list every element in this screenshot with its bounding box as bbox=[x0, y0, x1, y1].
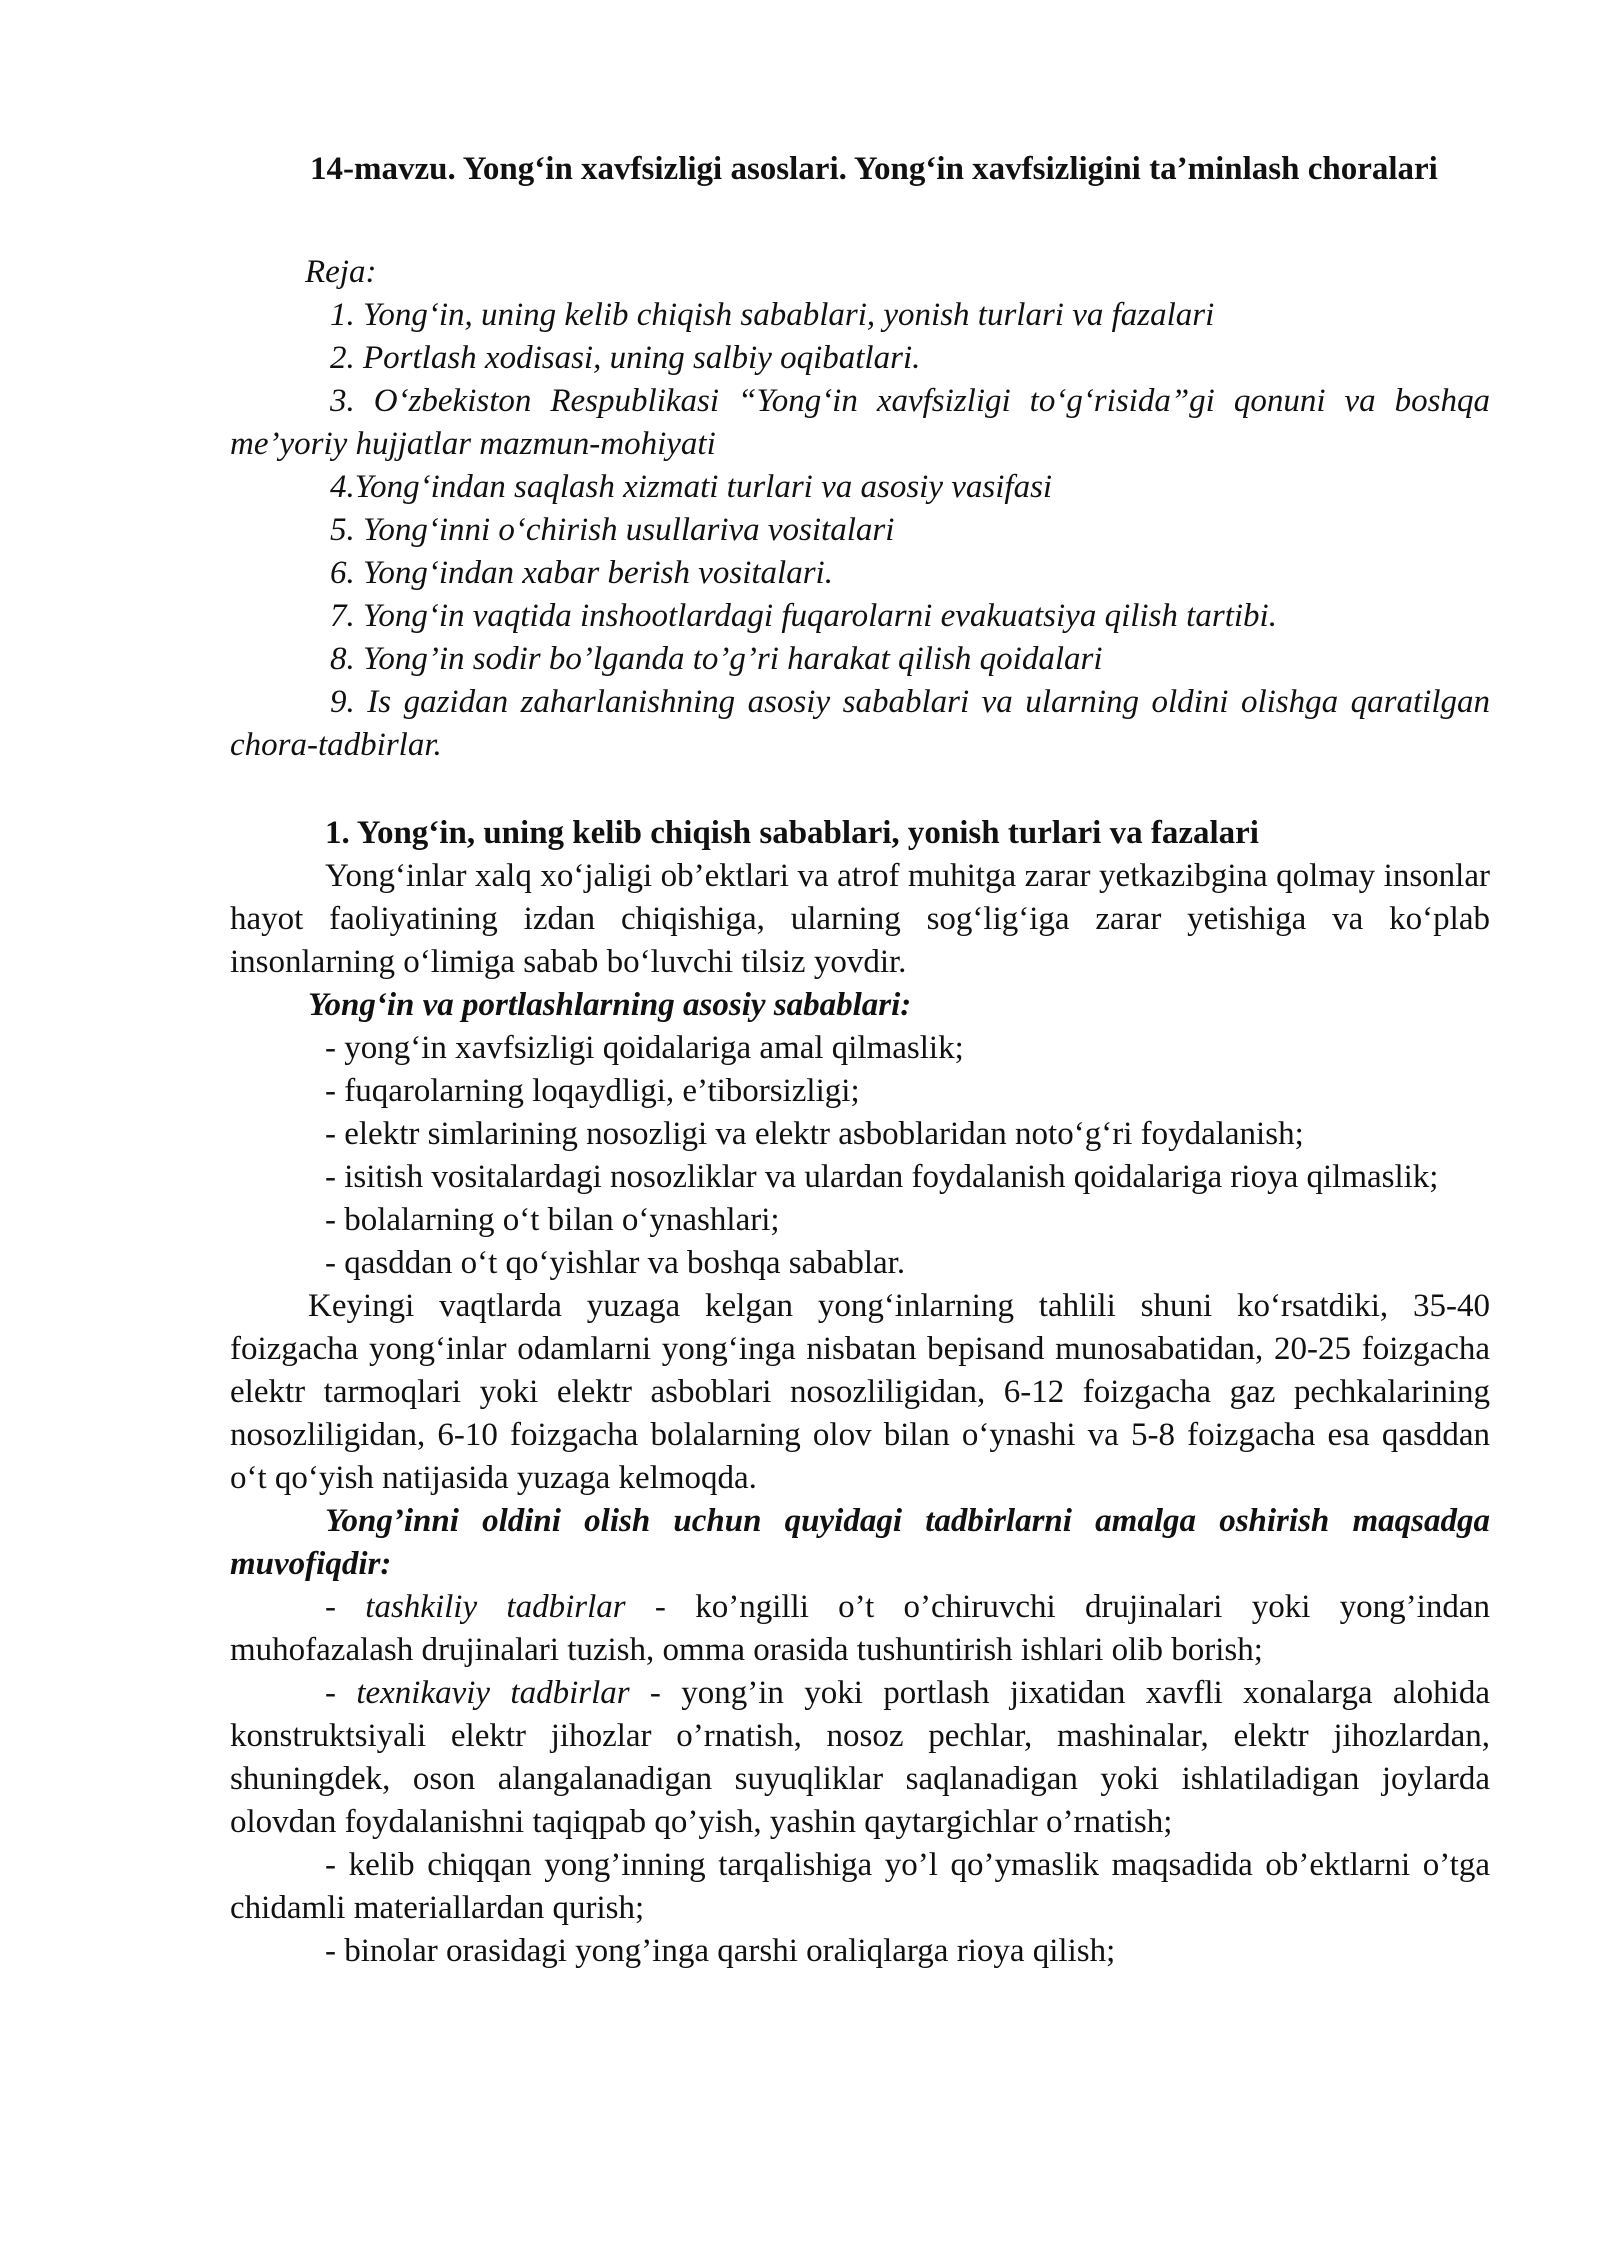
causes-heading: Yong‘in va portlashlarning asosiy sabablari: bbox=[308, 987, 912, 1023]
plan-label: Reja: bbox=[305, 254, 377, 290]
plan-item: 9. Is gazidan zaharlanishning asosiy sabablari va ularning oldini olishga qaratilgan chora-tadbirlar. bbox=[230, 684, 1490, 763]
plan-item: 1. Yong‘in, uning kelib chiqish sabablari, yonish turlari va fazalari bbox=[330, 297, 1215, 333]
plan-item: 3. O‘zbekiston Respublikasi “Yong‘in xavfsizligi to‘g‘risida”gi qonuni va boshqa me’yoriy hujjatlar mazmun-mohiyati bbox=[230, 383, 1490, 462]
measure-paragraph: - texnikaviy tadbirlar - yong’in yoki portlash jixatidan xavfli xonalarga alohida konstruktsiyali elektr jihozlar o’rnatish, nosoz pechlar, mashinalar, elektr jihozlardan, shuningdek, oson alangalanadigan suyuqliklar saqlanadigan yoki ishlatiladigan joylarda olovdan foydalanishni taqiqpab qo’yish, yashin qaytargichlar o’rnatish; bbox=[230, 1675, 1490, 1840]
document-page bbox=[230, 148, 1490, 1973]
plan-item: 6. Yong‘indan xabar berish vositalari. bbox=[330, 555, 833, 591]
intro-paragraph: Yong‘inlar xalq xo‘jaligi ob’ektlari va atrof muhitga zarar yetkazibgina qolmay insonlar hayot faoliyatining izdan chiqishiga, ularning sog‘lig‘iga zarar yetishiga va ko‘plab insonlarning o‘limiga sabab bo‘luvchi tilsiz yovdir. bbox=[230, 858, 1490, 980]
measure-paragraph: - kelib chiqqan yong’inning tarqalishiga yo’l qo’ymaslik maqsadida ob’ektlarni o’tga chidamli materiallardan qurish; bbox=[230, 1847, 1490, 1926]
cause-item: - qasddan o‘t qo‘yishlar va boshqa sabablar. bbox=[325, 1245, 906, 1281]
cause-item: - bolalarning o‘t bilan o‘ynashlari; bbox=[325, 1202, 780, 1238]
plan-item: 5. Yong‘inni o‘chirish usullariva vositalari bbox=[330, 512, 895, 548]
measure-paragraph: - binolar orasidagi yong’inga qarshi oraliqlarga rioya qilish; bbox=[325, 1933, 1116, 1969]
page-title: 14-mavzu. Yong‘in xavfsizligi asoslari. Yong‘in xavfsizligini ta’minlash choralari bbox=[310, 151, 1438, 187]
stats-paragraph: Keyingi vaqtlarda yuzaga kelgan yong‘inlarning tahlili shuni ko‘rsatdiki, 35-40 foizgacha yong‘inlar odamlarni yong‘inga nisbatan bepisand munosabatidan, 20-25 foizgacha elektr tarmoqlari yoki elektr asboblari nosozliligidan, 6-12 foizgacha gaz pechkalarining nosozliligidan, 6-10 foizgacha bolalarning olov bilan o‘ynashi va 5-8 foizgacha esa qasddan o‘t qo‘yish natijasida yuzaga kelmoqda. bbox=[230, 1288, 1490, 1496]
plan-item: 2. Portlash xodisasi, uning salbiy oqibatlari. bbox=[330, 340, 921, 376]
plan-list bbox=[230, 294, 1490, 767]
cause-item: - isitish vositalardagi nosozliklar va ulardan foydalanish qoidalariga rioya qilmaslik; bbox=[325, 1159, 1439, 1195]
measure-text: - yong’in yoki portlash jixatidan xavfli xonalarga alohida konstruktsiyali elektr jihozlar o’rnatish, nosoz pechlar, mashinalar, elektr jihozlardan, shuningdek, oson alangalanadigan suyuqliklar saqlanadigan yoki ishlatiladigan joylarda olovdan foydalanishni taqiqpab qo’yish, yashin qaytargichlar o’rnatish; bbox=[230, 1675, 1490, 1840]
cause-item: - yong‘in xavfsizligi qoidalariga amal qilmaslik; bbox=[325, 1030, 964, 1066]
plan-item: 7. Yong‘in vaqtida inshootlardagi fuqarolarni evakuatsiya qilish tartibi. bbox=[330, 598, 1277, 634]
measure-term: texnikaviy tadbirlar bbox=[356, 1675, 630, 1711]
cause-item: - elektr simlarining nosozligi va elektr asboblaridan noto‘g‘ri foydalanish; bbox=[325, 1116, 1304, 1152]
plan-item: 4.Yong‘indan saqlash xizmati turlari va asosiy vasifasi bbox=[330, 469, 1053, 505]
section-heading: 1. Yong‘in, uning kelib chiqish sabablari, yonish turlari va fazalari bbox=[325, 815, 1259, 851]
measure-term: tashkiliy tadbirlar bbox=[365, 1589, 626, 1625]
cause-item: - fuqarolarning loqaydligi, e’tiborsizligi; bbox=[325, 1073, 860, 1109]
measure-text: - ko’ngilli o’t o’chiruvchi drujinalari yoki yong’indan muhofazalash drujinalari tuzish, omma orasida tushuntirish ishlari olib borish; bbox=[230, 1589, 1490, 1668]
measure-paragraph: - tashkiliy tadbirlar - ko’ngilli o’t o’chiruvchi drujinalari yoki yong’indan muhofazalash drujinalari tuzish, omma orasida tushuntirish ishlari olib borish; bbox=[230, 1589, 1490, 1668]
plan-item: 8. Yong’in sodir bo’lganda to’g’ri harakat qilish qoidalari bbox=[330, 641, 1103, 677]
prevention-heading: Yong’inni oldini olish uchun quyidagi tadbirlarni amalga oshirish maqsadga muvofiqdir: bbox=[230, 1503, 1490, 1582]
